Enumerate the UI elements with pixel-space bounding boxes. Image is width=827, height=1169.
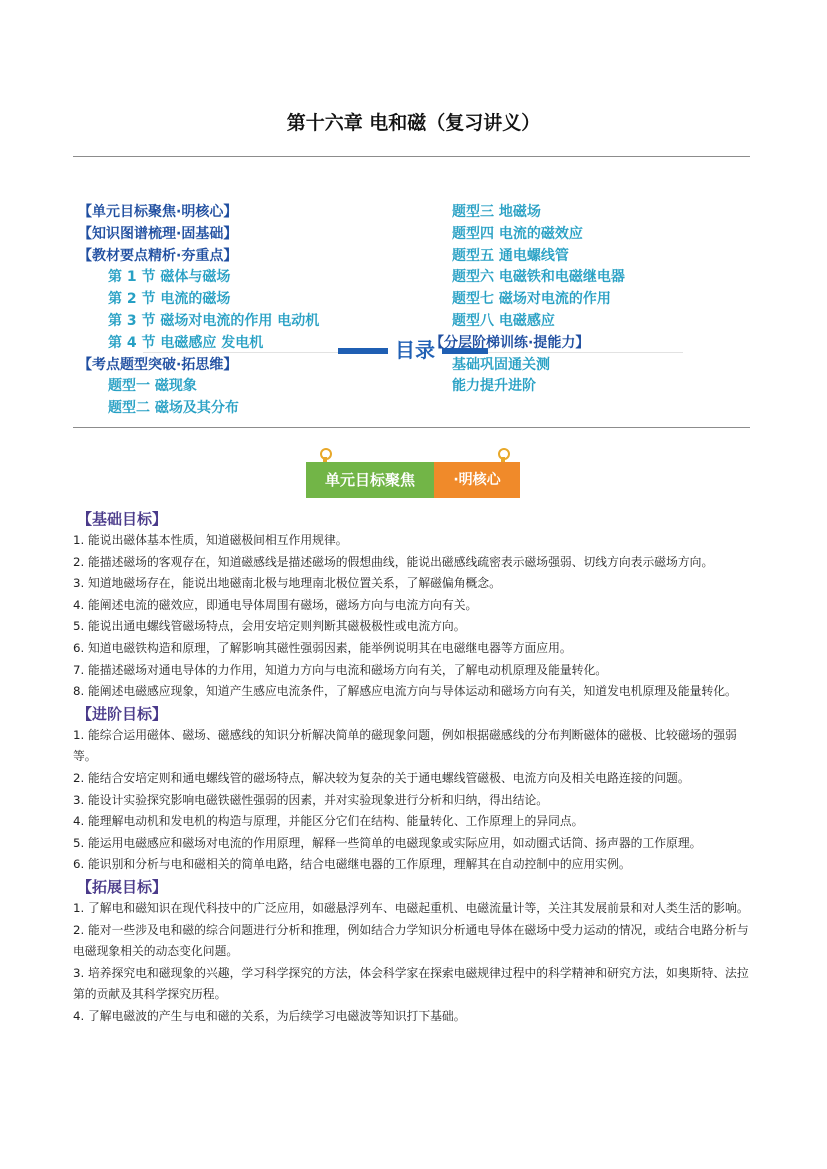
toc-item[interactable]: 第 1 节 磁体与磁场 bbox=[108, 269, 231, 286]
section-heading: 【基础目标】 bbox=[77, 510, 168, 528]
goal-item: 7. 能描述磁场对通电导体的力作用，知道力方向与电流和磁场方向有关，了解电动机原理及能量转化。 bbox=[73, 662, 608, 677]
goal-item: 5. 能说出通电螺线管磁场特点，会用安培定则判断其磁极极性或电流方向。 bbox=[73, 619, 466, 634]
toc-title: 目录 bbox=[388, 334, 442, 363]
goal-item: 1. 能综合运用磁体、磁场、磁感线的知识分析解决简单的磁现象问题，例如根据磁感线的分布判断磁体的磁极、比较磁场的强弱等。 bbox=[73, 727, 737, 764]
toc-item[interactable]: 题型五 通电螺线管 bbox=[452, 247, 569, 264]
goal-item: 1. 了解电和磁知识在现代科技中的广泛应用，如磁悬浮列车、电磁起重机、电磁流量计等，关注其发展前景和对人类生活的影响。 bbox=[73, 900, 749, 915]
divider bbox=[73, 156, 750, 157]
goal-item: 4. 能理解电动机和发电机的构造与原理，并能区分它们在结构、能量转化、工作原理上的异同点。 bbox=[73, 814, 584, 829]
page-title: 第十六章 电和磁（复习讲义） bbox=[286, 112, 541, 134]
goal-item: 6. 能识别和分析与电和磁相关的简单电路，结合电磁继电器的工作原理，理解其在自动控制中的应用实例。 bbox=[73, 857, 631, 872]
toc-item[interactable]: 题型三 地磁场 bbox=[452, 204, 541, 220]
goal-item: 3. 培养探究电和磁现象的兴趣，学习科学探究的方法，体会科学家在探索电磁规律过程中的科学精神和研究方法，如奥斯特、法拉第的贡献及其科学探究历程。 bbox=[73, 965, 749, 1002]
goal-item: 2. 能对一些涉及电和磁的综合问题进行分析和推理，例如结合力学知识分析通电导体在磁场中受力运动的情况，或结合电路分析与电磁现象相关的动态变化问题。 bbox=[73, 922, 749, 959]
toc-item[interactable]: 题型六 电磁铁和电磁继电器 bbox=[452, 269, 625, 286]
banner-right-label: ·明核心 bbox=[434, 462, 520, 498]
goal-item: 4. 能阐述电流的磁效应，即通电导体周围有磁场，磁场方向与电流方向有关。 bbox=[73, 597, 478, 612]
toc-bar-left bbox=[338, 348, 390, 354]
toc-item[interactable]: 【考点题型突破·拓思维】 bbox=[78, 356, 238, 373]
toc-item[interactable]: 能力提升进阶 bbox=[452, 378, 536, 395]
goal-item: 2. 能结合安培定则和通电螺线管的磁场特点，解决较为复杂的关于通电螺线管磁极、电流方向及相关电路连接的问题。 bbox=[73, 770, 690, 785]
toc-item[interactable]: 【知识图谱梳理·固基础】 bbox=[78, 225, 238, 242]
toc-item[interactable]: 基础巩固通关测 bbox=[452, 356, 550, 373]
toc-item[interactable]: 题型一 磁现象 bbox=[108, 378, 197, 395]
goal-item: 3. 能设计实验探究影响电磁铁磁性强弱的因素，并对实验现象进行分析和归纳，得出结论。 bbox=[73, 792, 549, 807]
section-heading: 【拓展目标】 bbox=[77, 877, 168, 896]
toc-item[interactable]: 【教材要点精析·夯重点】 bbox=[78, 247, 238, 264]
goal-item: 5. 能运用电磁感应和磁场对电流的作用原理，解释一些简单的电磁现象或实际应用，如动圈式话筒、扬声器的工作原理。 bbox=[73, 835, 702, 850]
toc-right-column bbox=[430, 202, 625, 398]
toc-item[interactable]: 题型四 电流的磁效应 bbox=[452, 225, 583, 242]
section-heading: 【进阶目标】 bbox=[77, 704, 168, 723]
toc-item[interactable]: 第 2 节 电流的磁场 bbox=[108, 291, 231, 308]
unit-goal-banner bbox=[306, 462, 520, 498]
goal-item: 1. 能说出磁体基本性质，知道磁极间相互作用规律。 bbox=[73, 533, 348, 547]
goal-item: 2. 能描述磁场的客观存在，知道磁感线是描述磁场的假想曲线，能说出磁感线疏密表示磁场强弱、切线方向表示磁场方向。 bbox=[73, 554, 714, 569]
toc-left-column bbox=[78, 202, 319, 420]
goal-item: 6. 知道电磁铁构造和原理，了解影响其磁性强弱因素，能举例说明其在电磁继电器等方面应用。 bbox=[73, 640, 572, 655]
toc-item[interactable]: 第 3 节 磁场对电流的作用 电动机 bbox=[108, 312, 320, 329]
toc-item[interactable]: 题型八 电磁感应 bbox=[452, 312, 555, 329]
toc-item[interactable]: 题型七 磁场对电流的作用 bbox=[452, 291, 611, 308]
toc-item[interactable]: 【分层阶梯训练·提能力】 bbox=[430, 334, 590, 351]
toc-item[interactable]: 题型二 磁场及其分布 bbox=[108, 400, 239, 417]
divider bbox=[73, 427, 750, 428]
banner-left-label: 单元目标聚焦 bbox=[306, 462, 434, 498]
toc-item[interactable]: 【单元目标聚焦·明核心】 bbox=[78, 204, 238, 220]
goal-item: 4. 了解电磁波的产生与电和磁的关系，为后续学习电磁波等知识打下基础。 bbox=[73, 1008, 466, 1023]
goals-list bbox=[73, 508, 758, 1027]
goal-item: 8. 能阐述电磁感应现象，知道产生感应电流条件，了解感应电流方向与导体运动和磁场方向有关，知道发电机原理及能量转化。 bbox=[73, 684, 737, 699]
goal-item: 3. 知道地磁场存在，能说出地磁南北极与地理南北极位置关系，了解磁偏角概念。 bbox=[73, 576, 501, 591]
toc-item[interactable]: 第 4 节 电磁感应 发电机 bbox=[108, 334, 264, 351]
